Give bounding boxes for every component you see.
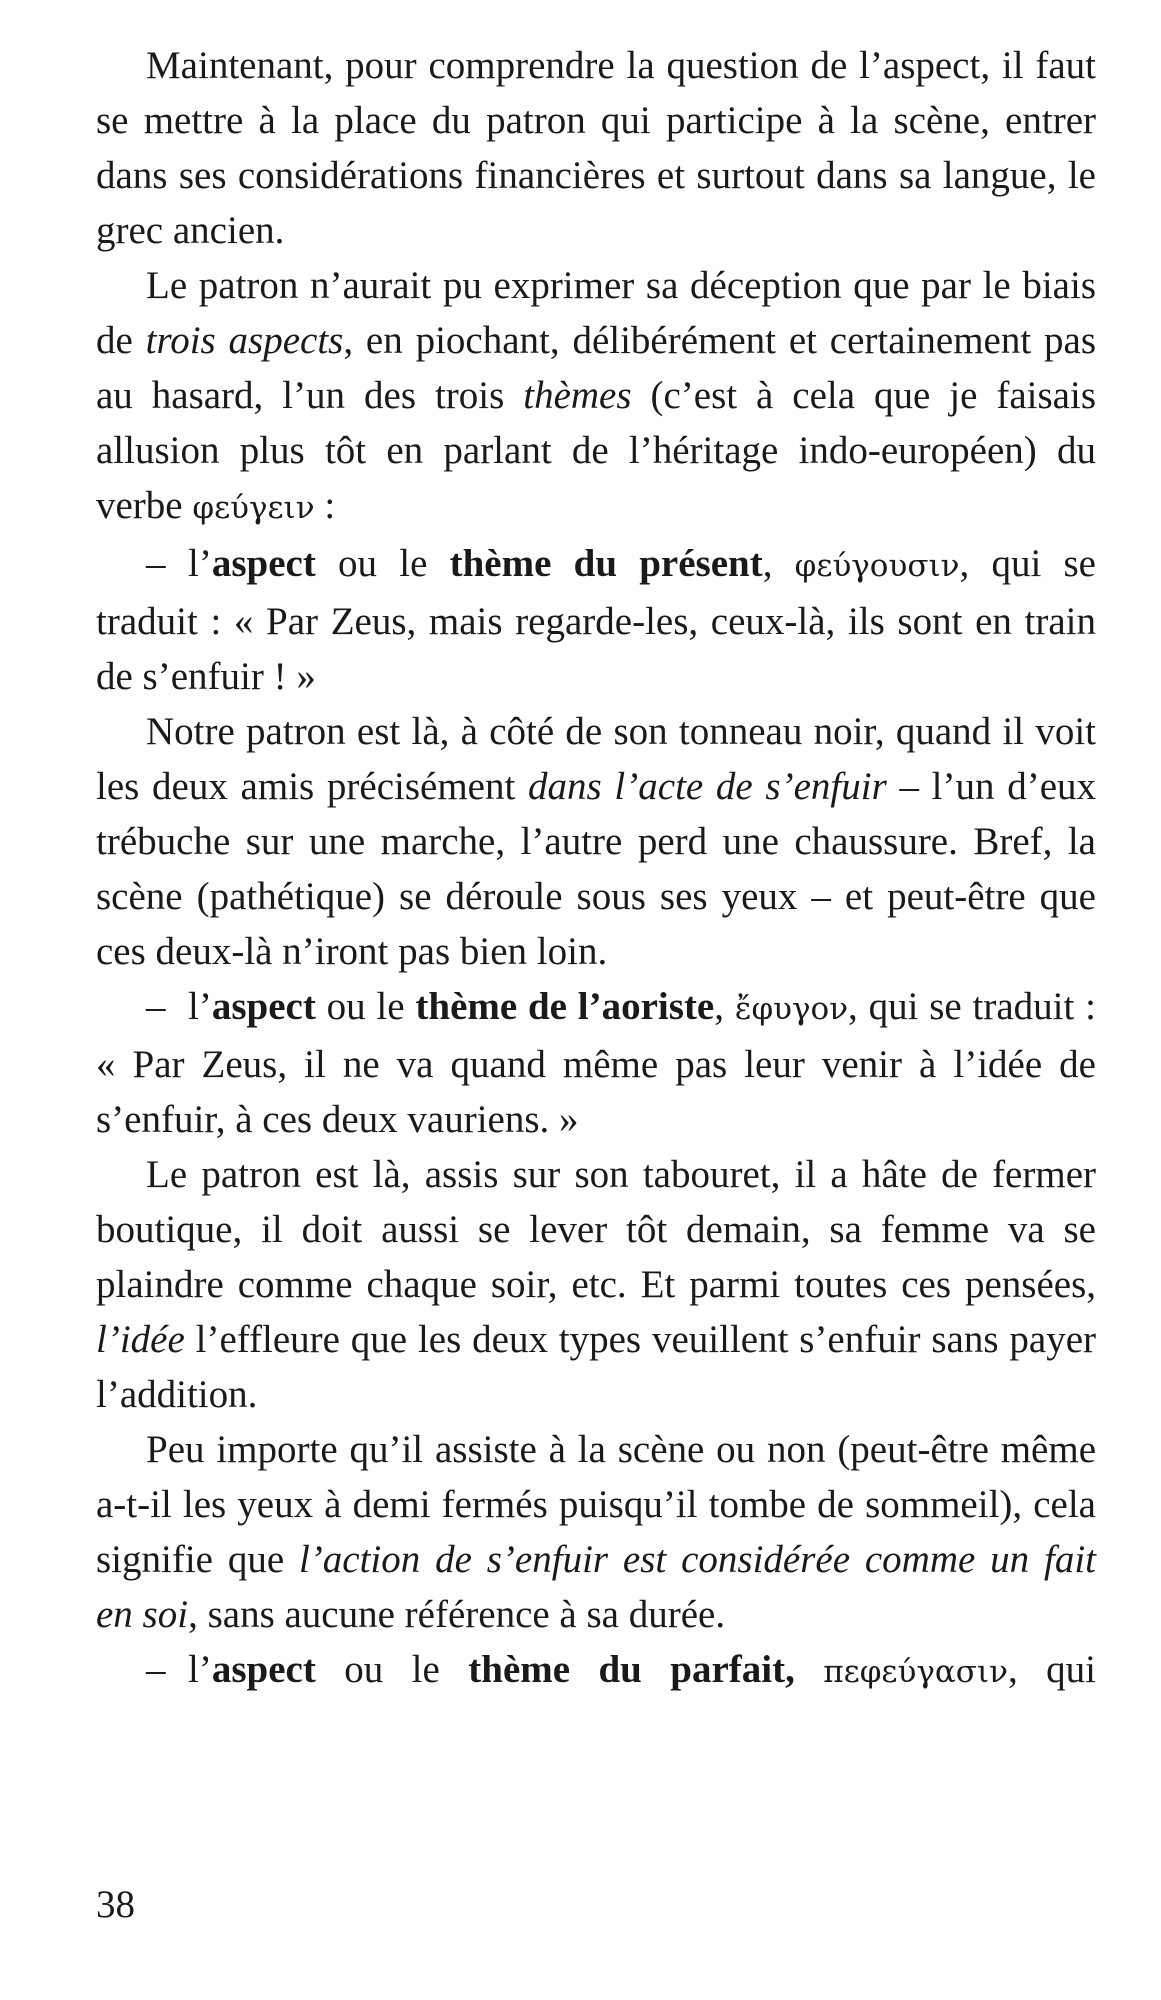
text-run: , qui se traduit : « Par Zeus, il ne va quand même pas leur venir à l’idée de s’enfuir, à ces deux vauriens. » <box>96 985 1096 1141</box>
text-run: l’ <box>188 542 212 585</box>
text-run: , qui se traduit : « Par Zeus, mais regarde-les, ceux-là, ils sont en train de s’enfuir ! » <box>96 542 1096 698</box>
italic-action-enfuir: l’action de s’enfuir est considérée comme un fait en soi <box>96 1538 1096 1636</box>
paragraph-intro-text: Maintenant, pour comprendre la question de l’aspect, il faut se mettre à la place du patron qui participe à la scène, entrer dans ses considérations financières et surtout dans sa langue, le grec ancien. <box>96 44 1096 252</box>
page-number: 38 <box>96 1883 135 1926</box>
text-run: – l’un d’eux trébuche sur une marche, l’autre perd une chaussure. Bref, la scène (pathétique) se déroule sous ses yeux – et peut-être que ces deux-là n’iront pas bien loin. <box>96 765 1097 973</box>
dash-marker: – <box>146 1648 166 1691</box>
text-run: , en piochant, délibérément et certainement pas au hasard, l’un des trois <box>96 319 1096 417</box>
text-run: ou le <box>315 542 450 585</box>
text-run: Le patron est là, assis sur son tabouret, il a hâte de fermer boutique, il doit aussi se lever tôt demain, sa femme va se plaindre comme chaque soir, etc. Et parmi toutes ces pensées, <box>96 1153 1096 1306</box>
text-run: ou le <box>315 985 416 1028</box>
list-item-parfait <box>96 1642 1096 1700</box>
text-run: (c’est à cela que je faisais allusion plus tôt en parlant de l’héritage indo-européen) du verbe <box>96 374 1096 527</box>
list-item-present <box>96 536 1096 704</box>
text-run: l’effleure que les deux types veuillent s’enfuir sans payer l’addition. <box>96 1318 1096 1416</box>
text-run: , <box>714 985 735 1028</box>
dash-marker: – <box>146 542 166 585</box>
greek-word: ἔφυγον <box>734 991 849 1027</box>
text-run: Le patron n’aurait pu exprimer sa déception que par le biais de <box>96 264 1096 362</box>
text-run: ou le <box>315 1648 469 1691</box>
text-run: , <box>762 542 795 585</box>
italic-idee: l’idée <box>96 1318 185 1361</box>
italic-trois-aspects: trois aspects <box>145 319 344 362</box>
text-run: : <box>314 484 336 527</box>
paragraph-peu-importe <box>96 1422 1096 1642</box>
list-item-aoriste <box>96 979 1096 1147</box>
bold-theme-parfait: thème du parfait, <box>468 1648 795 1691</box>
text-run: l’ <box>188 985 212 1028</box>
paragraph-three-aspects <box>96 258 1096 536</box>
page-body <box>96 38 1096 1700</box>
text-run: l’ <box>188 1648 212 1691</box>
bold-aspect: aspect <box>211 985 316 1028</box>
greek-word: πεφεύγασιν <box>823 1654 1008 1690</box>
dash-marker: – <box>146 985 166 1028</box>
text-run <box>795 1648 823 1691</box>
bold-theme-present: thème du présent <box>449 542 763 585</box>
text-run: Peu importe qu’il assiste à la scène ou non (peut-être même a-t-il les yeux à demi fermés puisqu’il tombe de sommeil), cela signifie que <box>96 1428 1096 1581</box>
paragraph-tonneau <box>96 704 1096 979</box>
bold-aspect: aspect <box>211 542 316 585</box>
greek-word: φεύγειν <box>192 490 315 526</box>
italic-themes: thèmes <box>523 374 632 417</box>
bold-aspect: aspect <box>211 1648 316 1691</box>
text-run: , qui <box>1007 1648 1096 1691</box>
paragraph-tabouret <box>96 1147 1096 1422</box>
paragraph-intro <box>96 38 1096 258</box>
text-run: , sans aucune référence à sa durée. <box>188 1593 726 1636</box>
greek-word: φεύγουσιν <box>794 548 960 584</box>
bold-theme-aoriste: thème de l’aoriste <box>415 985 715 1028</box>
text-run: Notre patron est là, à côté de son tonneau noir, quand il voit les deux amis précisément <box>96 710 1096 808</box>
italic-acte-enfuir: dans l’acte de s’enfuir <box>528 765 887 808</box>
